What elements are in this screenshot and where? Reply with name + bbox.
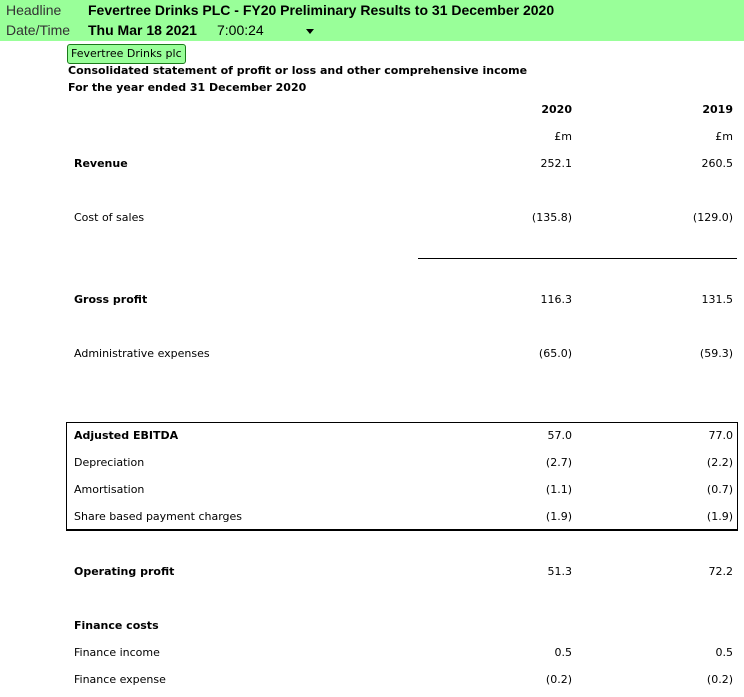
table-row-revenue [0,156,744,172]
table-row-finance-income [0,645,744,661]
row-label: Depreciation [74,456,145,469]
table-row-operating-profit [0,564,744,580]
value-2019: (1.9) [706,510,733,523]
table-row-finance-costs [0,618,744,634]
table-row-cost-of-sales [0,210,744,226]
row-label: Administrative expenses [74,347,210,360]
row-label: Share based payment charges [74,510,243,523]
table-row-gross-profit [0,292,744,308]
column-header-2020: 2020 [541,103,572,116]
statement-period: For the year ended 31 December 2020 [68,81,307,94]
company-name-badge: Fevertree Drinks plc [67,44,186,64]
value-2020: (2.7) [545,456,572,469]
headline-label: Headline [6,2,62,18]
value-2019: (2.2) [706,456,733,469]
row-label: Finance expense [74,673,166,686]
value-2019: (59.3) [699,347,733,360]
headline-value: Fevertree Drinks PLC - FY20 Preliminary Results to 31 December 2020 [88,2,555,18]
value-2020: (1.9) [545,510,572,523]
row-label: Cost of sales [74,211,145,224]
datetime-label: Date/Time [6,22,71,38]
table-row-amortisation [0,482,744,498]
row-label: Gross profit [74,293,148,306]
unit-header-2019: £m [715,130,733,143]
value-2020: 57.0 [547,429,572,442]
column-header-2019: 2019 [702,103,733,116]
table-row-adjusted-ebitda [0,428,744,444]
value-2019: (129.0) [692,211,733,224]
statement-title: Consolidated statement of profit or loss and other comprehensive income [68,64,528,77]
value-2019: 72.2 [708,565,733,578]
row-label: Revenue [74,157,128,170]
value-2019: 260.5 [701,157,733,170]
value-2020: 252.1 [540,157,572,170]
table-row-share-based-payments [0,509,744,525]
time-value: 7:00:24 [217,22,264,38]
date-value: Thu Mar 18 2021 [88,22,197,38]
row-label: Operating profit [74,565,175,578]
value-2020: (135.8) [531,211,572,224]
headline-bar [0,0,744,41]
table-row-finance-expense [0,672,744,688]
value-2020: (65.0) [538,347,572,360]
value-2019: 131.5 [701,293,733,306]
table-row-depreciation [0,455,744,471]
unit-header-2020: £m [554,130,572,143]
value-2019: 0.5 [715,646,733,659]
chevron-down-icon[interactable] [306,29,314,34]
value-2020: 116.3 [540,293,572,306]
value-2019: 77.0 [708,429,733,442]
value-2020: 0.5 [554,646,572,659]
row-label: Finance costs [74,619,159,632]
table-row-admin-expenses [0,346,744,362]
row-label: Amortisation [74,483,145,496]
value-2020: 51.3 [547,565,572,578]
value-2019: (0.2) [706,673,733,686]
value-2020: (1.1) [545,483,572,496]
subtotal-divider [418,258,737,259]
row-label: Adjusted EBITDA [74,429,179,442]
value-2020: (0.2) [545,673,572,686]
value-2019: (0.7) [706,483,733,496]
row-label: Finance income [74,646,160,659]
